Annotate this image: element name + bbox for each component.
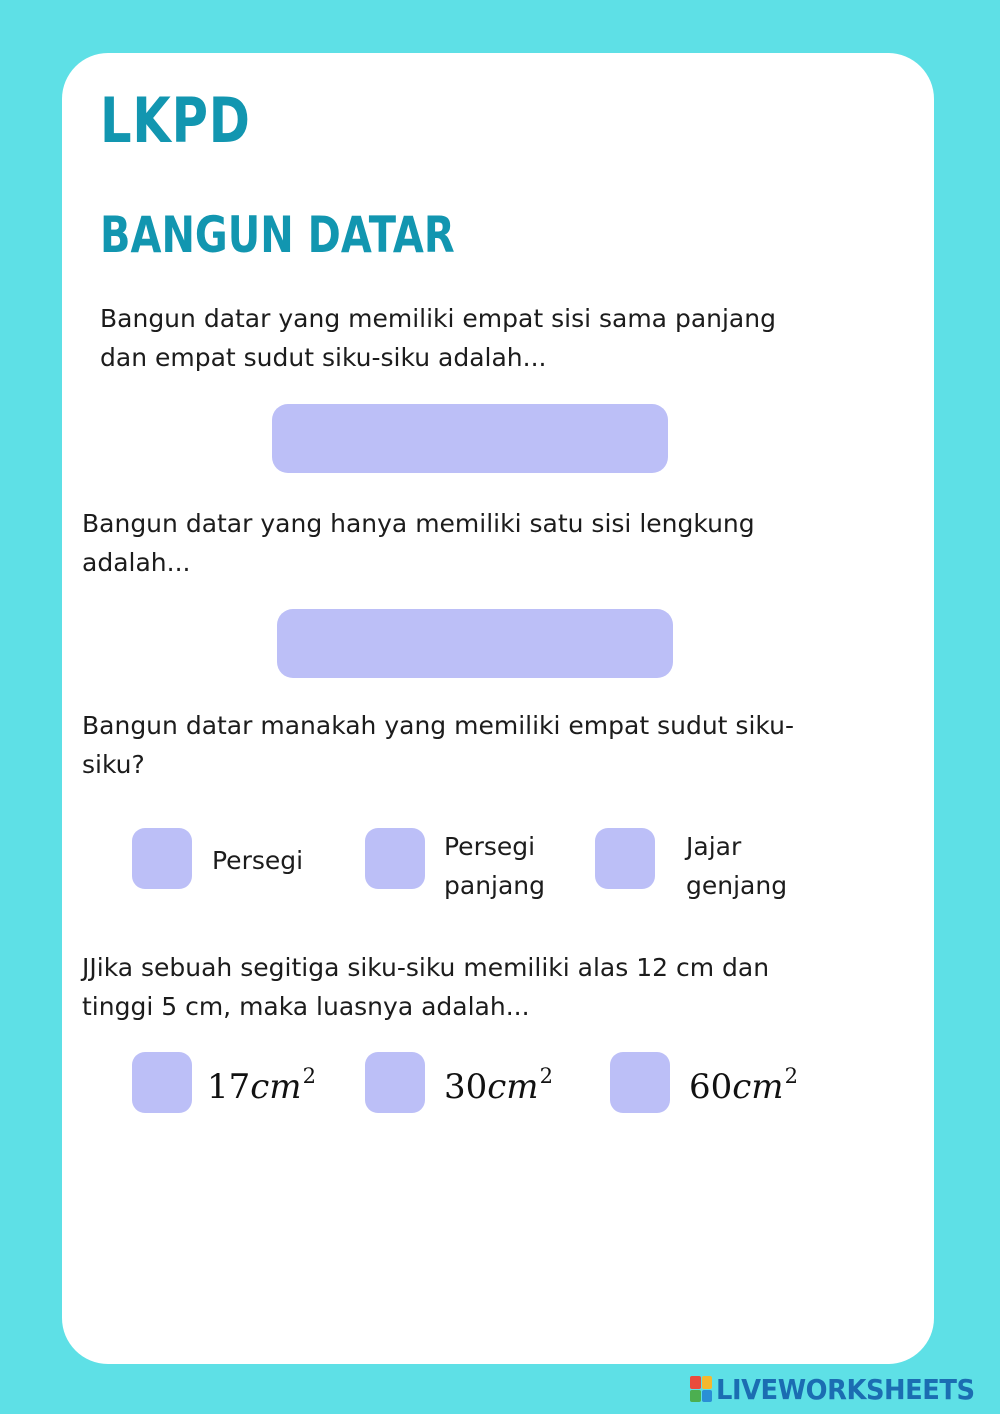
liveworksheets-logo-text: LIVEWORKSHEETS	[716, 1372, 975, 1406]
question-4-line-2: tinggi 5 cm, maka luasnya adalah...	[82, 992, 530, 1021]
question-3-line-1: Bangun datar manakah yang memiliki empat sudut siku-	[82, 711, 794, 740]
page-title: LKPD	[100, 84, 251, 157]
liveworksheets-logo-icon	[690, 1376, 712, 1402]
question-2-line-2: adalah...	[82, 548, 191, 577]
question-1-line-2: dan empat sudut siku-siku adalah...	[100, 343, 547, 372]
question-2-line-1: Bangun datar yang hanya memiliki satu sisi lengkung	[82, 509, 755, 538]
question-4-option-1-checkbox[interactable]	[132, 1052, 192, 1113]
question-4-line-1: JJika sebuah segitiga siku-siku memiliki alas 12 cm dan	[82, 953, 770, 982]
question-1-line-1: Bangun datar yang memiliki empat sisi sama panjang	[100, 304, 776, 333]
question-3-option-1-label: Persegi	[212, 846, 304, 875]
question-3-option-3-label: Jajar genjang	[686, 832, 788, 900]
question-3-option-2-label: Persegi panjang	[444, 832, 546, 900]
question-1-text	[100, 299, 880, 377]
question-3-text	[82, 706, 882, 784]
question-3-option-1-checkbox[interactable]	[132, 828, 192, 889]
question-4-option-2-checkbox[interactable]	[365, 1052, 425, 1113]
question-3-option-2-checkbox[interactable]	[365, 828, 425, 889]
page-subtitle: BANGUN DATAR	[100, 206, 455, 264]
question-3-line-2: siku?	[82, 750, 145, 779]
liveworksheets-logo[interactable]	[690, 1370, 997, 1408]
question-4-option-3-checkbox[interactable]	[610, 1052, 670, 1113]
question-3-option-3-checkbox[interactable]	[595, 828, 655, 889]
question-4-option-1-label: $17cm^2$	[207, 1064, 316, 1107]
question-4-option-3-label: $60cm^2$	[689, 1064, 798, 1107]
question-2-answer-input[interactable]	[277, 609, 673, 678]
question-4-option-2-label: $30cm^2$	[444, 1064, 553, 1107]
question-2-text	[82, 504, 862, 582]
question-4-text	[82, 948, 882, 1026]
question-1-answer-input[interactable]	[272, 404, 668, 473]
